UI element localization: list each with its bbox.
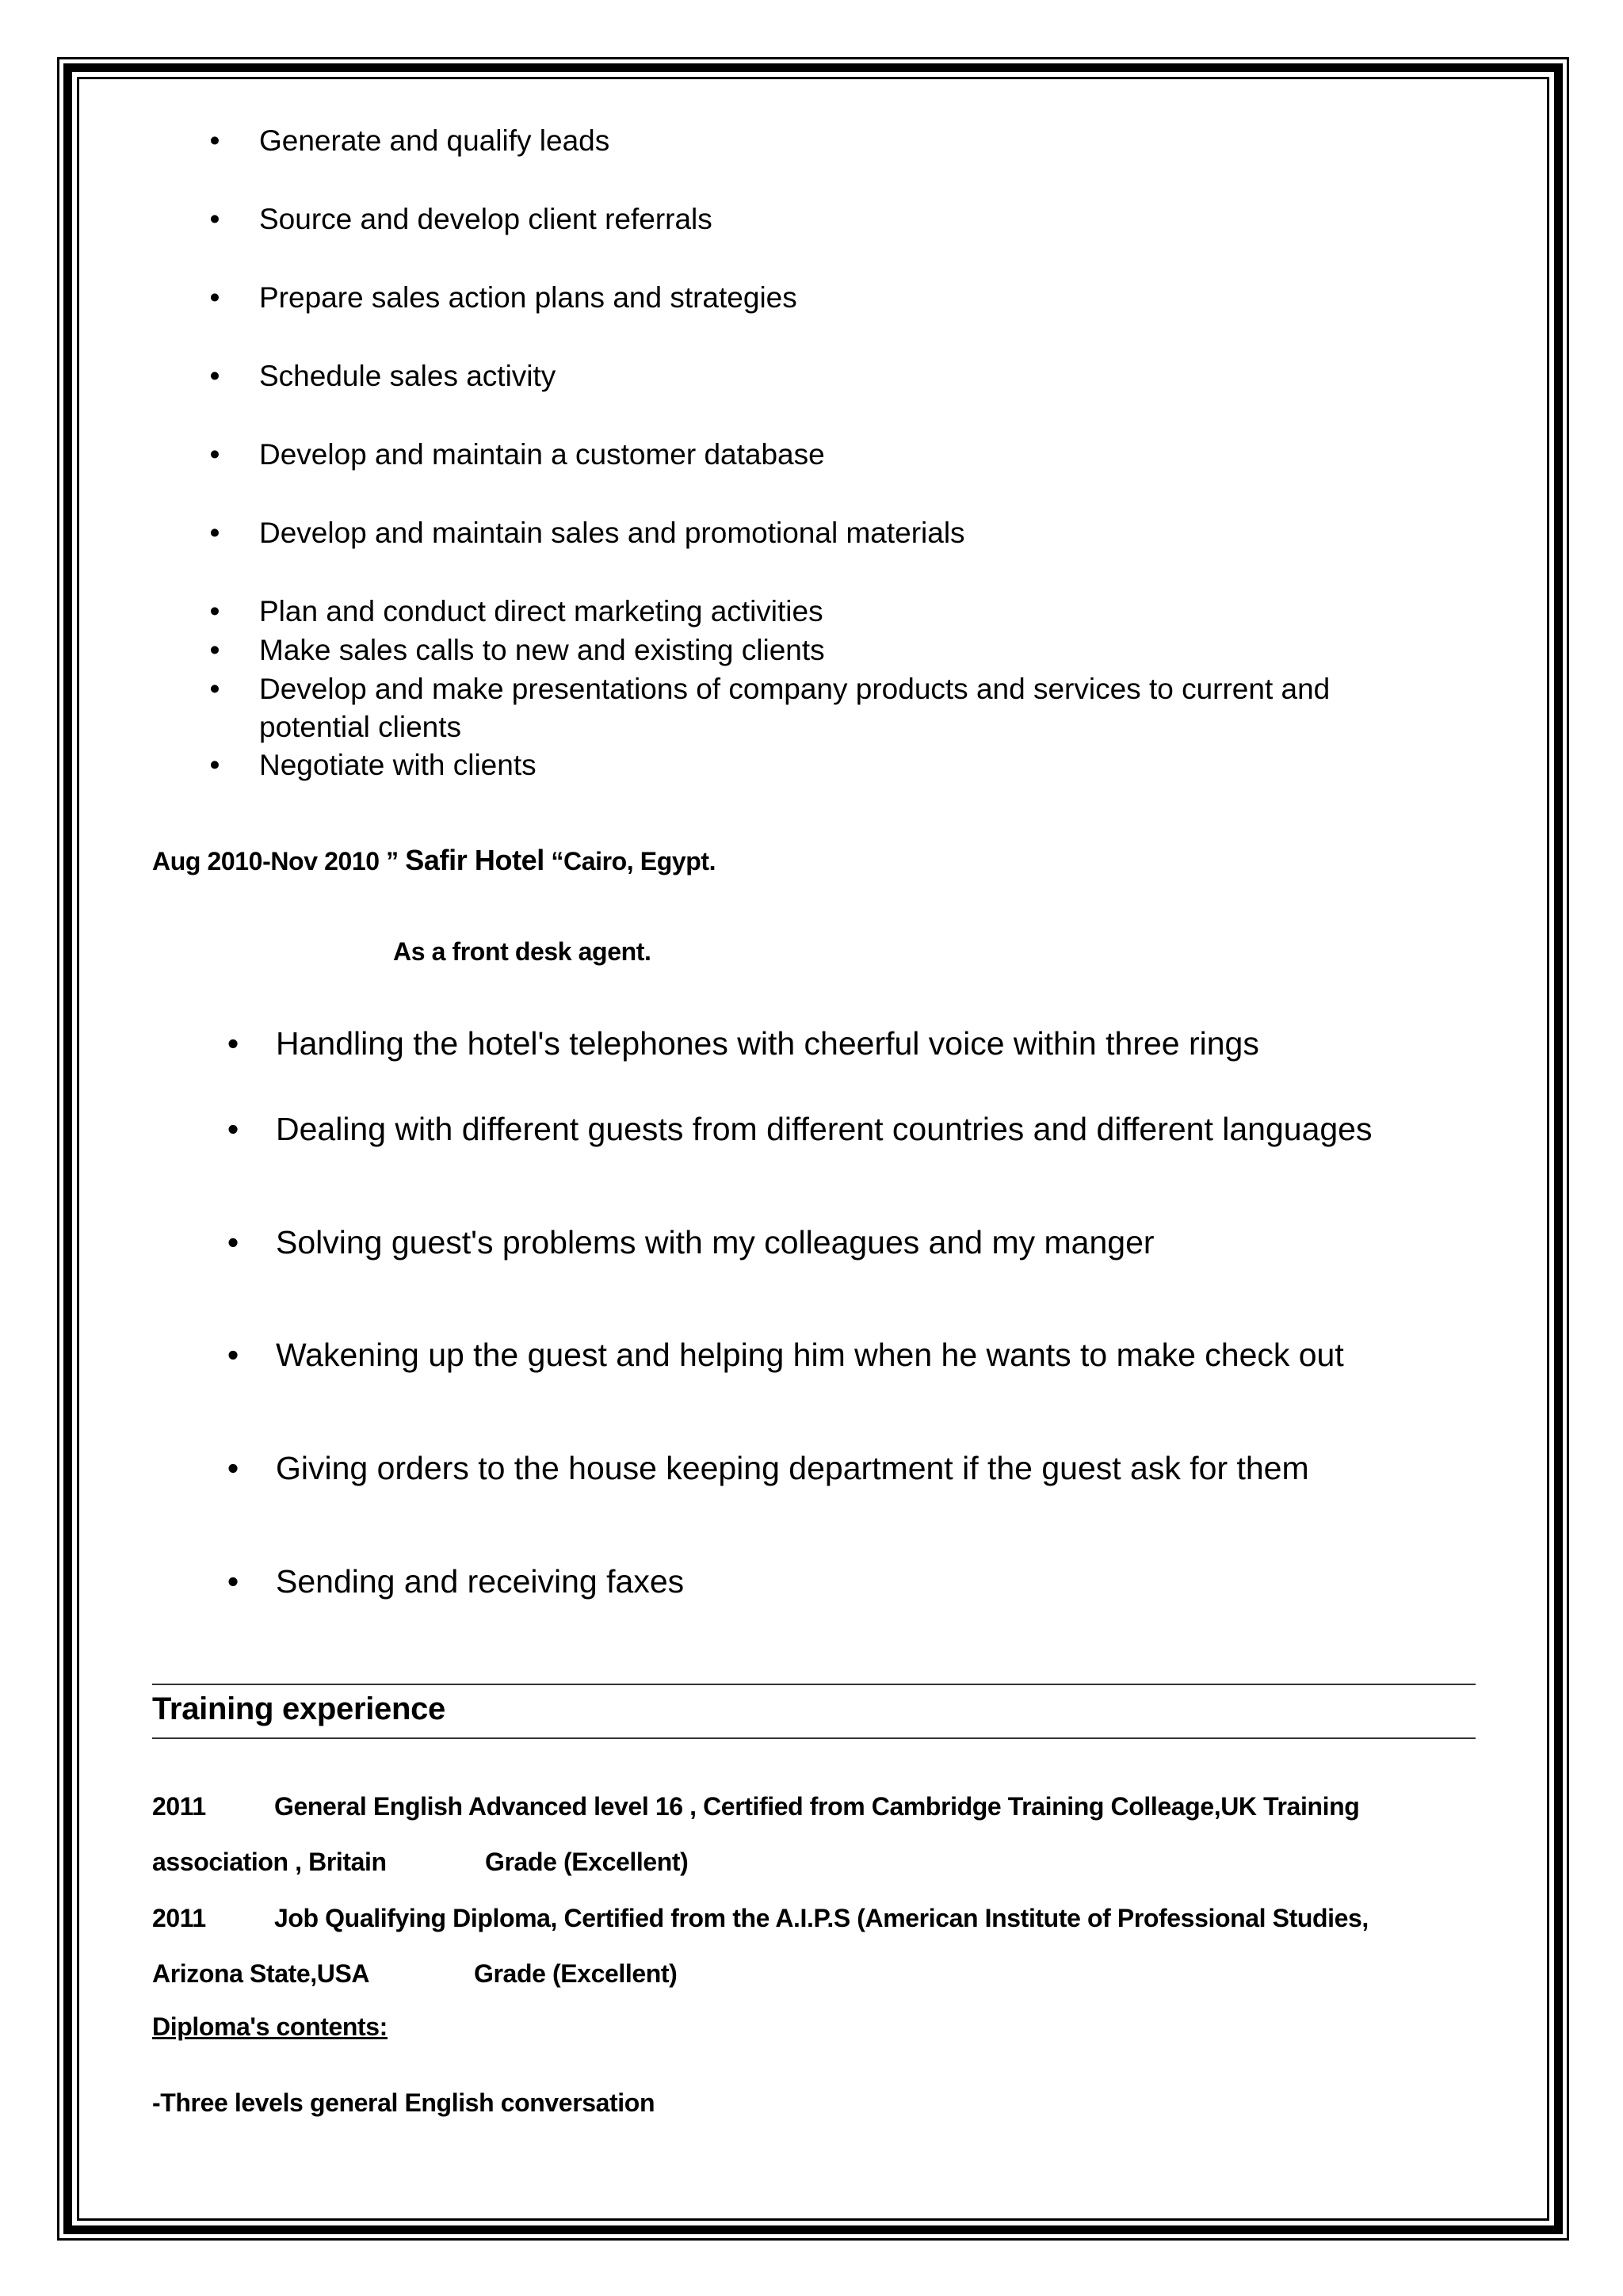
bullet-icon: •	[209, 673, 220, 705]
diploma-contents-item: -Three levels general English conversation	[152, 2088, 655, 2117]
training-entry-2-line-2a: Arizona State,USA	[152, 1959, 370, 1988]
section-title: Training experience	[152, 1691, 446, 1726]
bullet-icon: •	[209, 203, 220, 235]
bullet-icon: •	[227, 1563, 239, 1600]
training-entry-1-line-2a: association , Britain	[152, 1848, 387, 1876]
bullet-icon: •	[209, 595, 220, 627]
job-company: Safir Hotel	[405, 844, 544, 876]
job-location: “Cairo, Egypt.	[551, 847, 716, 875]
bullet-icon: •	[209, 438, 220, 471]
job-role: As a front desk agent.	[393, 937, 651, 966]
training-entry-2-line-1: Job Qualifying Diploma, Certified from the A.I.P.S (American Institute of Professional Studies,	[274, 1904, 1369, 1932]
bullet-icon: •	[227, 1450, 239, 1486]
bullet-icon: •	[209, 517, 220, 549]
training-entry-1-grade: Grade (Excellent)	[485, 1848, 689, 1876]
bullet-icon: •	[227, 1111, 239, 1147]
training-entry-2-year: 2011	[152, 1904, 206, 1932]
training-entry-1-line-1: General English Advanced level 16 , Certified from Cambridge Training Colleage,UK Training	[274, 1792, 1360, 1821]
bullet-icon: •	[227, 1025, 239, 1062]
section-rule-top	[152, 1684, 1476, 1685]
section-rule-bottom	[152, 1737, 1476, 1739]
job-dates: Aug 2010-Nov 2010 ”	[152, 847, 399, 875]
bullet-icon: •	[209, 634, 220, 666]
diploma-contents-heading: Diploma's contents:	[152, 2012, 388, 2041]
bullet-icon: •	[209, 124, 220, 157]
bullet-icon: •	[209, 360, 220, 392]
bullet-icon: •	[227, 1337, 239, 1373]
training-entry-1-year: 2011	[152, 1792, 206, 1821]
job-header	[152, 845, 716, 877]
page-content: • Generate and qualify leads • Source and develop client referrals • Prepare sales action plans and strategies • Schedule sales activity • Develop and maintain a customer database • Develop and maintain sales and promotional materials • Plan and conduct direct marketing activities • Make sales calls to new and existing clients • Develop and make presentations of company products and services to current and potential clients • Negotiate with clients Aug 2010-Nov 2010 ” Safir Hotel “Cairo, Egypt. As a front desk agent. • Handling the hotel's telephones with cheerful voice within three rings • Dealing with different guests from different countries and different languages • Solving guest's problems with my colleagues and my manger • Wakening up the guest and helping him when he wants to make check out • Giving orders to the house keeping department if the guest ask for them • Sending and receiving faxes Training experience 2011 General English Advanced level 16 , Certified from Cambridge Training Colleage,UK Training association , Britain Grade (Excellent) 2011 Job Qualifying Diploma, Certified from the A.I.P.S (American Institute of Professional Studies, Arizona State,USA Grade (Excellent) Diploma's contents: -Three levels general English conversation	[0, 0, 1623, 2296]
bullet-icon: •	[227, 1224, 239, 1261]
bullet-icon: •	[209, 281, 220, 314]
training-entry-2-grade: Grade (Excellent)	[474, 1959, 678, 1988]
bullet-icon: •	[209, 749, 220, 781]
